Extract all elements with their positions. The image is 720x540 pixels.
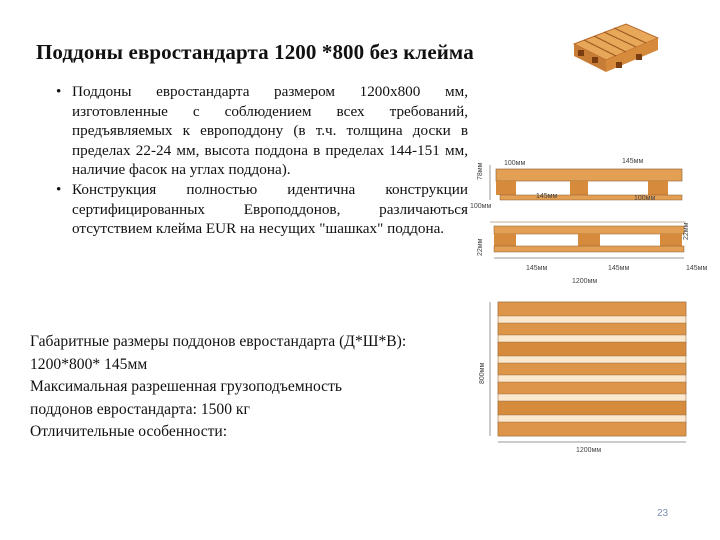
specs-text: [30, 331, 485, 444]
bullet-item: • Поддоны евростандарта размером 1200х800 мм, изготовленные с соблюдением всех требований, предъявляемых к европоддону (в т.ч. толщина доски в пределах 22-24 мм, высота поддона в пределах 144-151 мм, наличие фасок на углах поддона).: [56, 83, 468, 179]
dim-label: 145мм: [686, 265, 708, 272]
bullet-list: [56, 82, 468, 239]
dim-label: 78мм: [477, 162, 484, 180]
pallet-side-view: [477, 222, 707, 285]
pallet-logo-image: [566, 16, 662, 80]
dim-label: 145мм: [622, 158, 644, 165]
specs-line: Отличительные особенности:: [30, 423, 228, 441]
dim-label: 100мм: [634, 195, 656, 202]
pallet-end-view: [470, 158, 682, 210]
page-number: 23: [657, 508, 669, 519]
specs-line: поддонов евростандарта: 1500 кг: [30, 400, 250, 418]
specs-line: Максимальная разрешенная грузоподъемность: [30, 378, 343, 396]
dim-label: 100мм: [470, 203, 492, 210]
dim-label: 145мм: [536, 193, 558, 200]
dim-label: 145мм: [608, 265, 630, 272]
bullet-item: • Конструкция полностью идентична конструкции сертифицированных Европоддонов, различаються отсутствием клейма EUR на несущих "шашках" поддона.: [56, 180, 468, 238]
dim-label: 800мм: [479, 362, 486, 384]
slide-title: Поддоны евростандарта 1200 *800 без клейма: [36, 40, 474, 64]
dim-label: 22мм: [477, 238, 484, 256]
dim-label: 145мм: [526, 265, 548, 272]
dim-label: 1200мм: [572, 278, 598, 285]
pallet-plan-view: [479, 302, 686, 454]
dim-label: 22мм: [683, 222, 690, 240]
dim-label: 1200мм: [576, 447, 602, 454]
dim-label: 100мм: [504, 160, 526, 167]
specs-line: 1200*800* 145мм: [30, 355, 148, 373]
specs-line: Габаритные размеры поддонов евростандарта (Д*Ш*В):: [30, 333, 407, 350]
pallet-drawing: [470, 150, 720, 456]
